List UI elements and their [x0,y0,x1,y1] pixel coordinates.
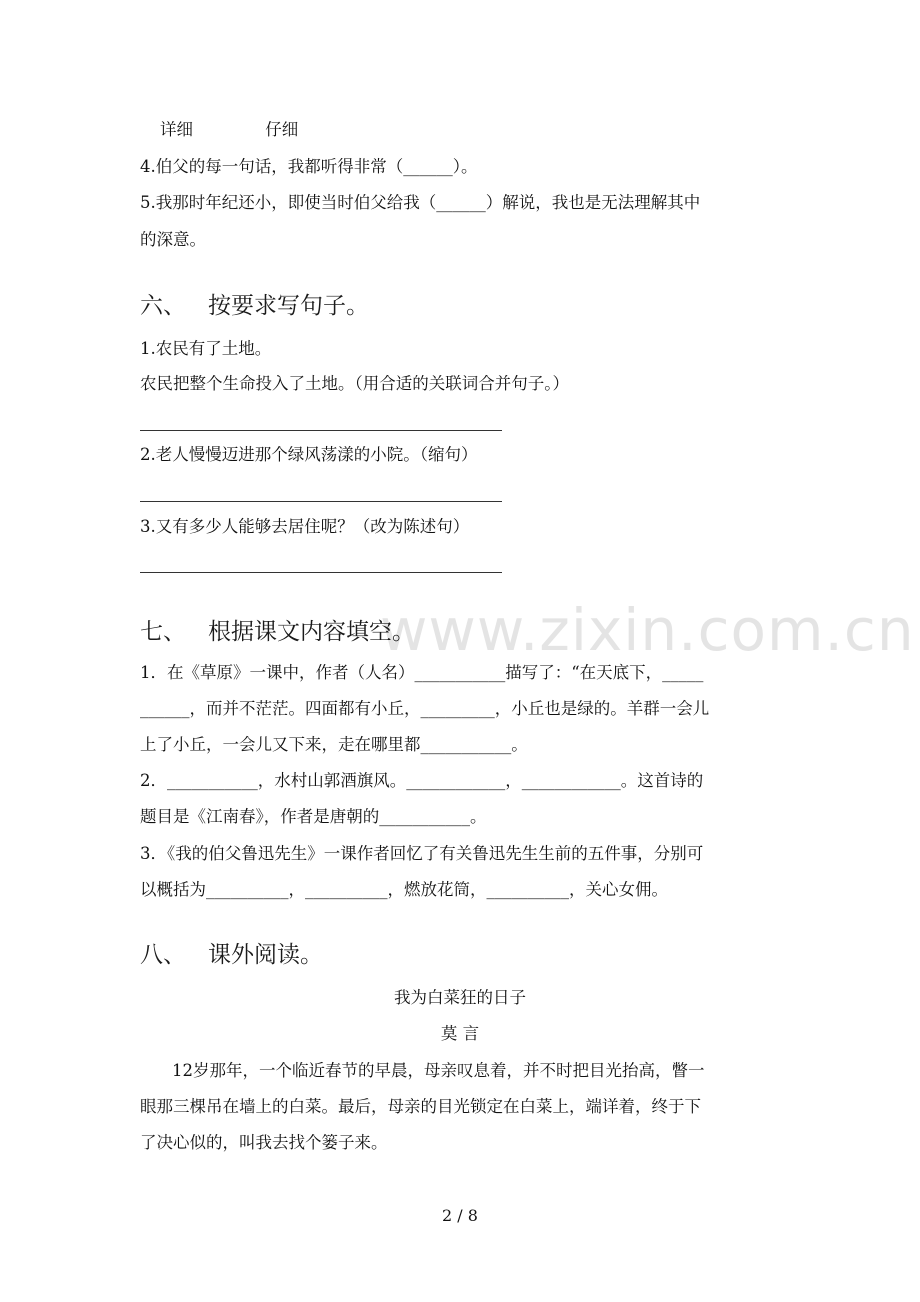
article-author: 莫 言 [440,1024,480,1043]
s6-question-2: 2.老人慢慢迈进那个绿风荡漾的小院。（缩句） [140,445,478,464]
s7-line-4: 2．___________，水村山郭酒旗风。____________，____________。这首诗的 [140,771,704,790]
section-6-title: 按要求写句子。 [208,293,369,319]
s7-line-5: 题目是《江南春》，作者是唐朝的___________。 [140,807,487,826]
article-paragraph-line-1: 12岁那年，一个临近春节的早晨，母亲叹息着，并不时把目光抬高，瞥一 [172,1061,705,1080]
s6-question-1-line-2: 农民把整个生命投入了土地。（用合适的关联词合并句子。） [140,374,569,393]
word-options [160,118,298,142]
word-option-b: 仔细 [265,120,299,139]
answer-line-1[interactable] [140,430,502,431]
section-7-title: 根据课文内容填空。 [208,619,415,645]
s6-question-3: 3.又有多少人能够去居住呢？（改为陈述句） [140,517,470,536]
word-option-a: 详细 [160,120,193,139]
section-8-title: 课外阅读。 [208,942,323,968]
section-6-heading [140,291,369,321]
section-7-number: 七、 [140,619,186,645]
answer-line-3[interactable] [140,572,502,573]
section-7-heading [140,617,415,647]
watermark: www.zixin.com.cn [380,596,915,664]
question-4: 4.伯父的每一句话，我都听得非常（______）。 [140,157,478,176]
section-6-number: 六、 [140,293,186,319]
s6-question-1-line-1: 1.农民有了土地。 [140,339,272,358]
article-title: 我为白菜狂的日子 [394,988,526,1007]
s7-line-6: 3．《我的伯父鲁迅先生》一课作者回忆了有关鲁迅先生生前的五件事，分别可 [140,844,704,863]
answer-line-2[interactable] [140,501,502,502]
s7-line-2: ______，而并不茫茫。四面都有小丘，_________，小丘也是绿的。羊群一会儿 [140,699,710,718]
s7-line-3: 上了小丘，一会儿又下来，走在哪里都___________。 [140,735,528,754]
section-8-number: 八、 [140,942,186,968]
article-paragraph-line-2: 眼那三棵吊在墙上的白菜。最后，母亲的目光锁定在白菜上，端详着，终于下 [140,1097,701,1116]
article-paragraph-line-3: 了决心似的，叫我去找个篓子来。 [140,1133,388,1152]
s7-line-1: 1．在《草原》一课中，作者（人名）___________描写了：“在天底下，_____ [140,663,704,682]
question-5-line-1: 5.我那时年纪还小，即使当时伯父给我（______）解说，我也是无法理解其中 [140,193,701,212]
section-8-heading [140,940,323,970]
page-number: 2 / 8 [442,1206,478,1225]
question-5-line-2: 的深意。 [140,230,206,249]
s7-line-7: 以概括为__________，__________，燃放花筒，__________，关心女佣。 [140,880,668,899]
